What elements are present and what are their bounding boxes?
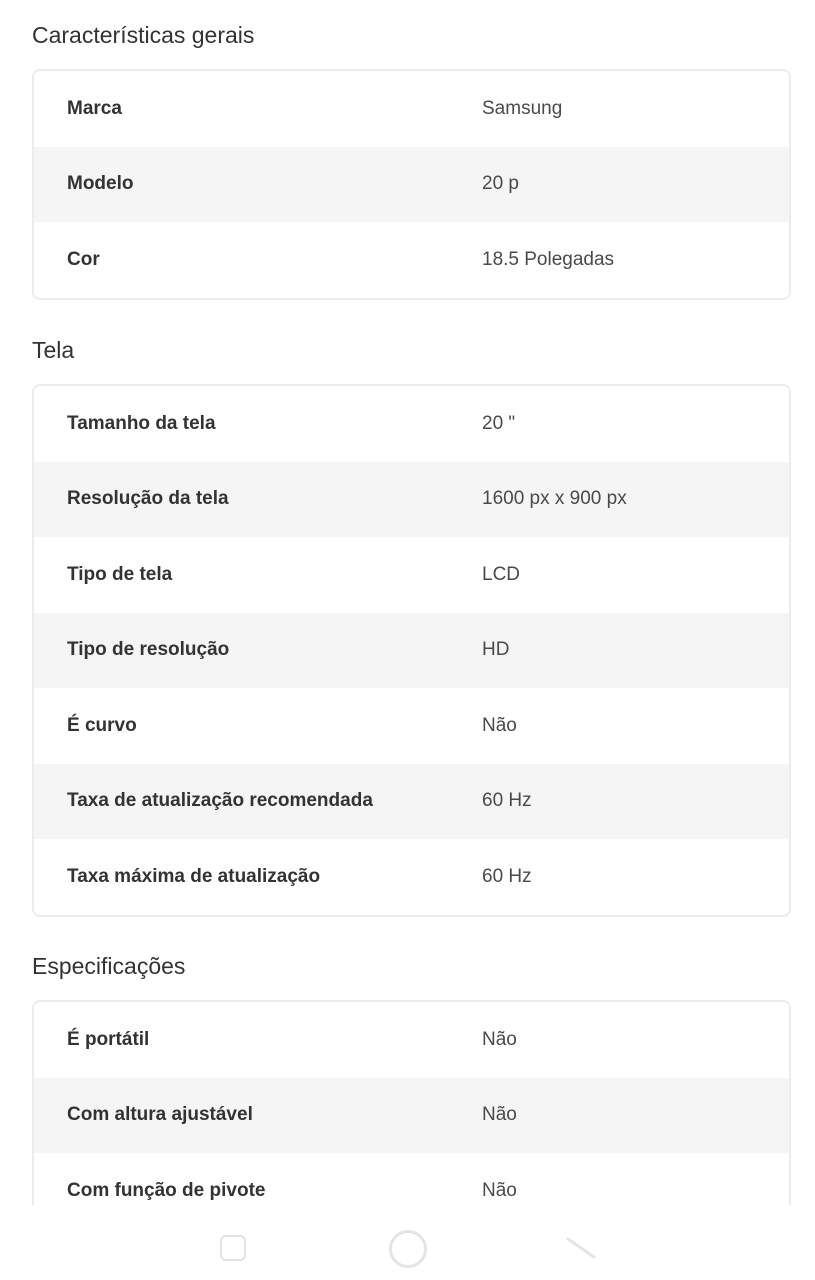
spec-label: Modelo	[67, 173, 134, 195]
spec-value: Não	[482, 714, 517, 736]
spec-value: 18.5 Polegadas	[482, 248, 615, 270]
spec-row	[34, 1002, 789, 1078]
spec-row	[34, 688, 789, 764]
spec-row	[34, 147, 789, 223]
recent-apps-icon[interactable]	[220, 1235, 246, 1261]
section-title-screen: Tela	[32, 337, 75, 363]
spec-row	[34, 613, 789, 689]
section-title-specs: Especificações	[32, 953, 186, 979]
spec-value: Não	[482, 1028, 517, 1050]
spec-value: 20 "	[482, 412, 516, 434]
back-icon[interactable]	[566, 1235, 596, 1261]
section-title-general: Características gerais	[32, 22, 255, 48]
spec-row	[34, 1078, 789, 1154]
spec-label: Cor	[67, 248, 100, 270]
spec-table-screen	[32, 384, 791, 917]
spec-row	[34, 386, 789, 462]
spec-value: 60 Hz	[482, 865, 532, 887]
spec-value: 20 p	[482, 173, 519, 195]
spec-row	[34, 71, 789, 147]
system-nav-bar	[0, 1205, 815, 1280]
spec-label: Resolução da tela	[67, 488, 229, 510]
spec-table-specs	[32, 1000, 791, 1232]
spec-value: Samsung	[482, 97, 563, 119]
spec-label: É portátil	[67, 1028, 150, 1050]
spec-label: Com altura ajustável	[67, 1104, 253, 1126]
spec-row	[34, 537, 789, 613]
spec-value: 60 Hz	[482, 790, 532, 812]
spec-row	[34, 222, 789, 298]
spec-label: Com função de pivote	[67, 1179, 266, 1201]
spec-label: Marca	[67, 97, 122, 119]
spec-label: Taxa de atualização recomendada	[67, 790, 373, 812]
spec-label: Taxa máxima de atualização	[67, 865, 321, 887]
spec-row	[34, 462, 789, 538]
spec-row	[34, 764, 789, 840]
spec-label: Tamanho da tela	[67, 412, 216, 434]
spec-value: LCD	[482, 563, 521, 585]
spec-value: 1600 px x 900 px	[482, 488, 627, 510]
spec-label: É curvo	[67, 714, 137, 736]
spec-label: Tipo de resolução	[67, 639, 230, 661]
spec-value: Não	[482, 1179, 517, 1201]
spec-label: Tipo de tela	[67, 563, 173, 585]
spec-value: HD	[482, 639, 510, 661]
spec-table-general	[32, 69, 791, 300]
spec-value: Não	[482, 1104, 517, 1126]
home-icon[interactable]	[389, 1230, 427, 1268]
spec-row	[34, 839, 789, 915]
